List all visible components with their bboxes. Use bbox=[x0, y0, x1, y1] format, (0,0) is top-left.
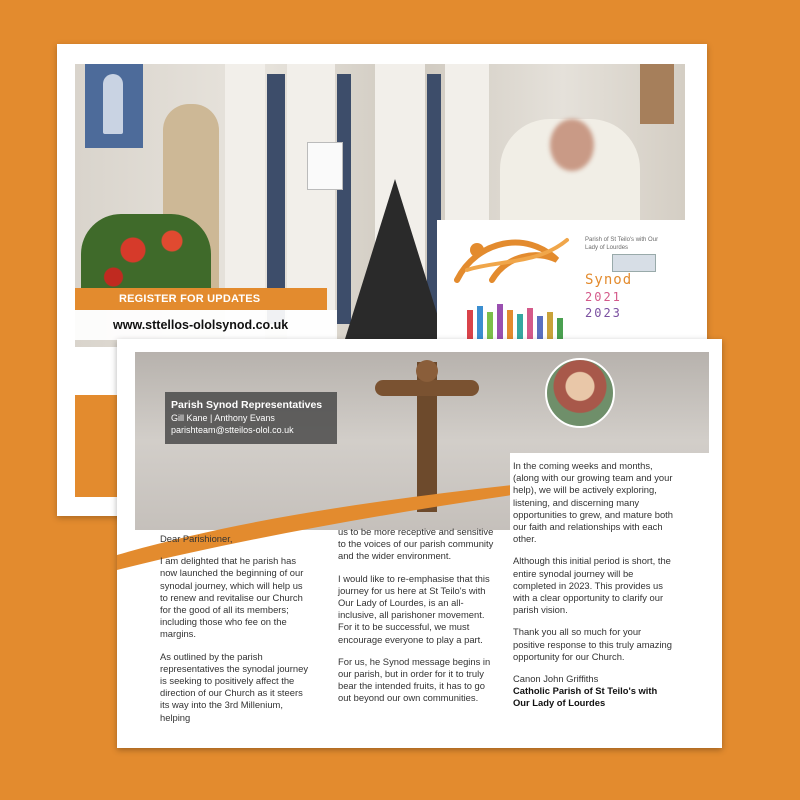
crucifix-head bbox=[416, 360, 438, 382]
letter-greeting: Dear Parishioner, bbox=[160, 533, 233, 544]
letter-paragraph: As outlined by the parish representatives the synodal journey is seeking to positively affect the direction of our Church as it steers its way into the 3rd Millenium, helping bbox=[160, 650, 309, 723]
wall-plaque-image bbox=[640, 64, 674, 124]
letter-column-1 bbox=[160, 533, 310, 734]
reps-email[interactable]: parishteam@stteilos-olol.co.uk bbox=[171, 425, 294, 435]
letter-column-2 bbox=[338, 526, 496, 715]
letter-paragraph: us to be more receptive and sensitive to the voices of our parish community and the wider environment. bbox=[338, 526, 494, 562]
signature-parish-line-2: Our Lady of Lourdes bbox=[513, 697, 606, 709]
signature-parish-line-1: Catholic Parish of St Teilo's with bbox=[513, 685, 658, 697]
sacred-heart-avatar bbox=[545, 358, 615, 428]
reps-names: Gill Kane | Anthony Evans bbox=[171, 413, 275, 423]
crucifix-arms bbox=[375, 380, 479, 396]
letter-paragraph: I am delighted that he parish has now launched the beginning of our synodal journey, which will help us to renew and revitalise our Church for the good of all its members; including those who fee on the margins. bbox=[160, 555, 304, 640]
signature-name: Canon John Griffiths bbox=[513, 673, 599, 685]
letter-column-3 bbox=[513, 460, 673, 710]
synod-representatives-box bbox=[165, 392, 337, 444]
letter-paragraph: For us, he Synod message begins in our parish, but in order for it to truly bear the intended fruits, it has to go out beyond our own communities. bbox=[338, 655, 491, 704]
tapestry-image bbox=[85, 64, 143, 148]
synod-word: Synod bbox=[585, 272, 633, 288]
reps-title: Parish Synod Representatives bbox=[171, 399, 323, 411]
stained-window bbox=[267, 74, 285, 324]
parish-crest-icon bbox=[612, 254, 656, 272]
stained-window bbox=[337, 74, 351, 324]
letter-paragraph: Although this initial period is short, the entire synodal journey will be completed in 2023. This provides us with a clear opportunity to clarify our parish vision. bbox=[513, 555, 671, 616]
letter-paragraph: In the coming weeks and months, (along with our growing team and your help), we will be actively exploring, listening, and discerning many opportunities to grew, and mature both our faith and relationships with each other. bbox=[513, 460, 673, 545]
notice-sheet bbox=[307, 142, 343, 190]
synod-year-end: 2023 bbox=[585, 306, 622, 320]
letter-paragraph: I would like to re-emphasise that this journey for us here at St Teilo's with Our Lady of Lourdes, is an all-inclusive, all parishoner movement. For it to be successful, we must encourage everyone to play a part. bbox=[338, 572, 490, 645]
letter-paragraph: Thank you all so much for your positive response to this truly amazing opportunity for our Church. bbox=[513, 626, 672, 662]
website-link[interactable]: www.sttellos-ololsynod.co.uk bbox=[75, 310, 337, 340]
logo-tagline: Parish of St Teilo's with Our Lady of Lourdes bbox=[585, 237, 659, 251]
blurred-face bbox=[550, 119, 594, 171]
register-banner: REGISTER FOR UPDATES bbox=[75, 288, 327, 310]
synod-year-start: 2021 bbox=[585, 290, 622, 304]
